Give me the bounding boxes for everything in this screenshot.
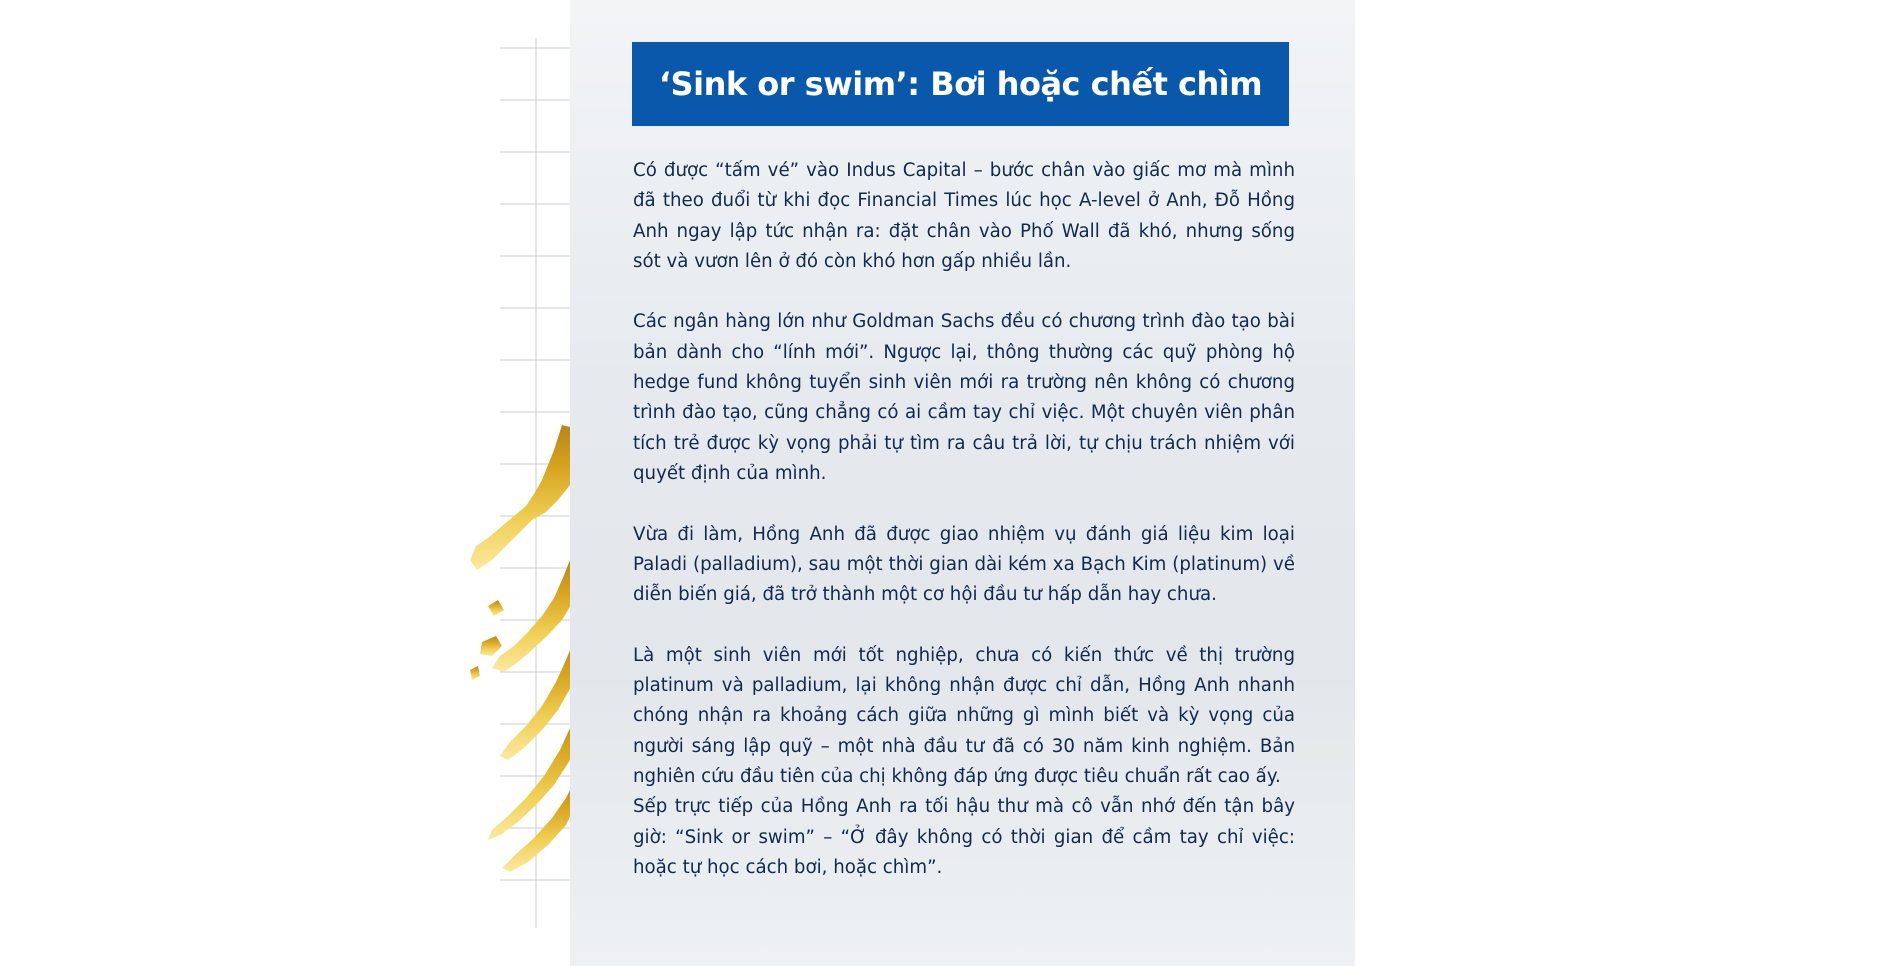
paragraph: Là một sinh viên mới tốt nghiệp, chưa có kiến thức về thị trường platinum và palladium, lại không nhận được chỉ dẫn, Hồng Anh nhanh chóng nhận ra khoảng cách giữa những gì mình biết và kỳ vọng của người sáng lập quỹ – một nhà đầu tư đã có 30 năm kinh nghiệm. Bản nghiên cứu đầu tiên của chị không đáp ứng được tiêu chuẩn rất cao ấy. <box>633 644 1295 787</box>
article-card <box>570 0 1355 966</box>
gold-paint-splash <box>462 410 582 880</box>
paragraph: Vừa đi làm, Hồng Anh đã được giao nhiệm vụ đánh giá liệu kim loại Paladi (palladium), sau một thời gian dài kém xa Bạch Kim (platinum) về diễn biến giá, đã trở thành một cơ hội đầu tư hấp dẫn hay chưa. <box>633 523 1295 606</box>
paragraph: Có được “tấm vé” vào Indus Capital – bước chân vào giấc mơ mà mình đã theo đuổi từ khi đọc Financial Times lúc học A-level ở Anh, Đỗ Hồng Anh ngay lập tức nhận ra: đặt chân vào Phố Wall đã khó, nhưng sống sót và vươn lên ở đó còn khó hơn gấp nhiều lần. <box>633 160 1295 272</box>
paragraph: Sếp trực tiếp của Hồng Anh ra tối hậu thư mà cô vẫn nhớ đến tận bây giờ: “Sink or swim” – “Ở đây không có thời gian để cầm tay chỉ việc: hoặc tự học cách bơi, hoặc chìm”. <box>633 796 1295 878</box>
paragraph: Các ngân hàng lớn như Goldman Sachs đều có chương trình đào tạo bài bản dành cho “lính mới”. Ngược lại, thông thường các quỹ phòng hộ hedge fund không tuyển sinh viên mới ra trường nên không có chương trình đào tạo, cũng chẳng có ai cầm tay chỉ việc. Một chuyên viên phân tích trẻ được kỳ vọng phải tự tìm ra câu trả lời, tự chịu trách nhiệm với quyết định của mình. <box>633 311 1295 484</box>
article-body <box>633 156 1295 883</box>
article-title: ‘Sink or swim’: Bơi hoặc chết chìm <box>658 65 1263 103</box>
title-banner <box>632 42 1289 126</box>
